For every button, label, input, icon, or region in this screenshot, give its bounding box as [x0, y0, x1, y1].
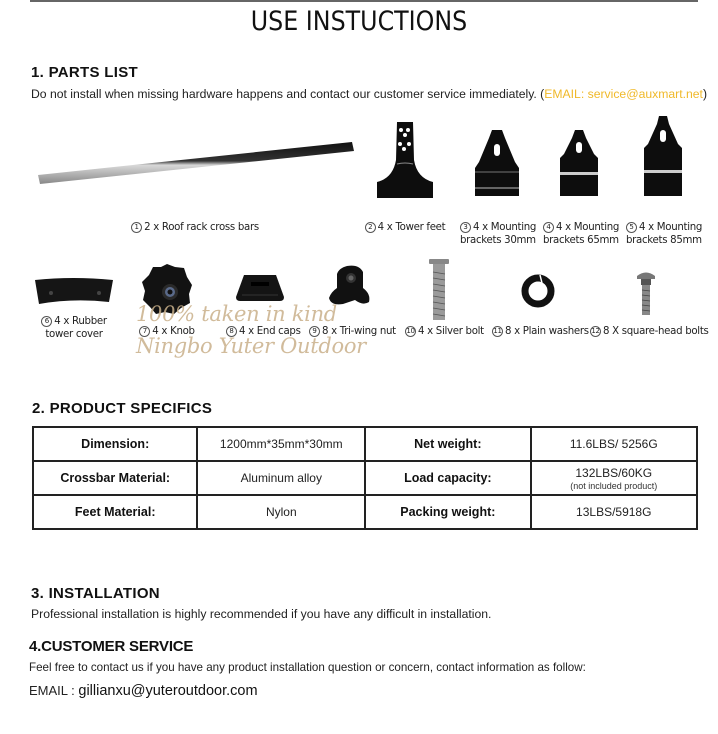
part-number-badge: 3 — [460, 222, 471, 233]
part-2-caption — [362, 222, 448, 235]
crossbar-icon — [36, 140, 354, 190]
notice-email-link[interactable]: EMAIL: service@auxmart.net — [544, 87, 703, 101]
spec-row — [33, 427, 697, 461]
installation-heading: 3. INSTALLATION — [31, 585, 160, 602]
part-number-badge: 2 — [365, 222, 376, 233]
part-number-badge: 12 — [591, 327, 600, 335]
spec-label: Packing weight: — [365, 495, 530, 529]
email-label: EMAIL : — [29, 683, 79, 698]
customer-service-heading: 4.CUSTOMER SERVICE — [29, 638, 194, 655]
silver-bolt-icon — [428, 258, 450, 322]
parts-list-notice — [31, 87, 707, 101]
spec-label: Feet Material: — [33, 495, 197, 529]
spec-row — [33, 495, 697, 529]
page-title: USE INSTUCTIONS — [250, 6, 468, 37]
part-3-caption — [460, 222, 537, 247]
tower-foot-icon — [375, 120, 435, 200]
part-label-line2: brackets 30mm — [460, 234, 536, 246]
spec-label: Net weight: — [365, 427, 530, 461]
part-number-badge: 7 — [139, 326, 150, 337]
spec-value: 132LBS/60KG — [575, 465, 653, 480]
contact-email-line — [29, 683, 258, 699]
watermark-line-2: Ningbo Yuter Outdoor — [136, 334, 366, 358]
part-number-badge: 5 — [626, 222, 637, 233]
customer-service-text: Feel free to contact us if you have any product installation question or concern, contact information as follow: — [29, 661, 586, 674]
part-12-caption — [590, 326, 709, 339]
spec-value-note: (not included product) — [570, 480, 658, 491]
part-number-badge: 1 — [131, 222, 142, 233]
spec-label: Dimension: — [33, 427, 197, 461]
part-label: 4 x Mounting — [556, 222, 620, 233]
part-label: 8 x Plain washers — [505, 326, 589, 337]
square-head-bolt-icon — [636, 270, 656, 316]
part-label: 4 x Rubber — [54, 316, 107, 327]
part-label-line2: tower cover — [45, 328, 103, 340]
spec-label: Load capacity: — [365, 461, 530, 495]
installation-text: Professional installation is highly recommended if you have any difficult in installation. — [31, 607, 492, 621]
spec-table — [32, 426, 698, 530]
end-cap-icon — [234, 273, 286, 303]
part-label: 8 X square-head bolts — [603, 326, 709, 337]
spec-value: Aluminum alloy — [197, 461, 365, 495]
part-label: 8 x Tri-wing nut — [322, 326, 396, 337]
part-number-badge: 6 — [41, 316, 52, 327]
part-label: 4 x Mounting — [639, 222, 703, 233]
product-specifics-heading: 2. PRODUCT SPECIFICS — [32, 400, 213, 417]
top-divider — [30, 0, 698, 2]
part-label: 4 x Knob — [152, 326, 195, 337]
part-1-caption — [100, 222, 290, 235]
bracket-65mm-icon — [558, 128, 600, 198]
part-6-caption — [34, 316, 114, 341]
part-label: 4 x Tower feet — [377, 222, 446, 233]
washer-icon — [520, 273, 556, 309]
part-label: 4 x End caps — [239, 326, 301, 337]
part-number-badge: 9 — [309, 326, 320, 337]
spec-label: Crossbar Material: — [33, 461, 197, 495]
part-number-badge: 4 — [543, 222, 554, 233]
part-number-badge: 10 — [406, 327, 415, 335]
spec-value-cell — [531, 461, 698, 495]
bracket-85mm-icon — [642, 114, 684, 198]
spec-value: 13LBS/5918G — [531, 495, 698, 529]
spec-row — [33, 461, 697, 495]
part-label-line2: brackets 65mm — [543, 234, 619, 246]
part-number-badge: 11 — [493, 327, 502, 335]
spec-value: 1200mm*35mm*30mm — [197, 427, 365, 461]
part-10-caption — [405, 326, 483, 339]
notice-text: Do not install when missing hardware happens and contact our customer service immediately. ( — [31, 87, 545, 101]
part-number-badge: 8 — [226, 326, 237, 337]
watermark-line-1: 100% taken in kind — [136, 302, 337, 326]
email-address-link[interactable]: gillianxu@yuteroutdoor.com — [78, 683, 258, 699]
spec-value: 11.6LBS/ 5256G — [531, 427, 698, 461]
rubber-cover-icon — [33, 276, 115, 306]
part-4-caption — [543, 222, 620, 247]
part-label-line2: brackets 85mm — [626, 234, 702, 246]
part-label: 4 x Silver bolt — [418, 326, 484, 337]
part-11-caption — [492, 326, 589, 339]
part-label: 2 x Roof rack cross bars — [144, 222, 259, 233]
part-label: 4 x Mounting — [473, 222, 537, 233]
bracket-30mm-icon — [473, 128, 521, 198]
parts-list-heading: 1. PARTS LIST — [31, 64, 138, 81]
spec-value: Nylon — [197, 495, 365, 529]
notice-close: ) — [702, 87, 707, 101]
part-5-caption — [626, 222, 703, 247]
